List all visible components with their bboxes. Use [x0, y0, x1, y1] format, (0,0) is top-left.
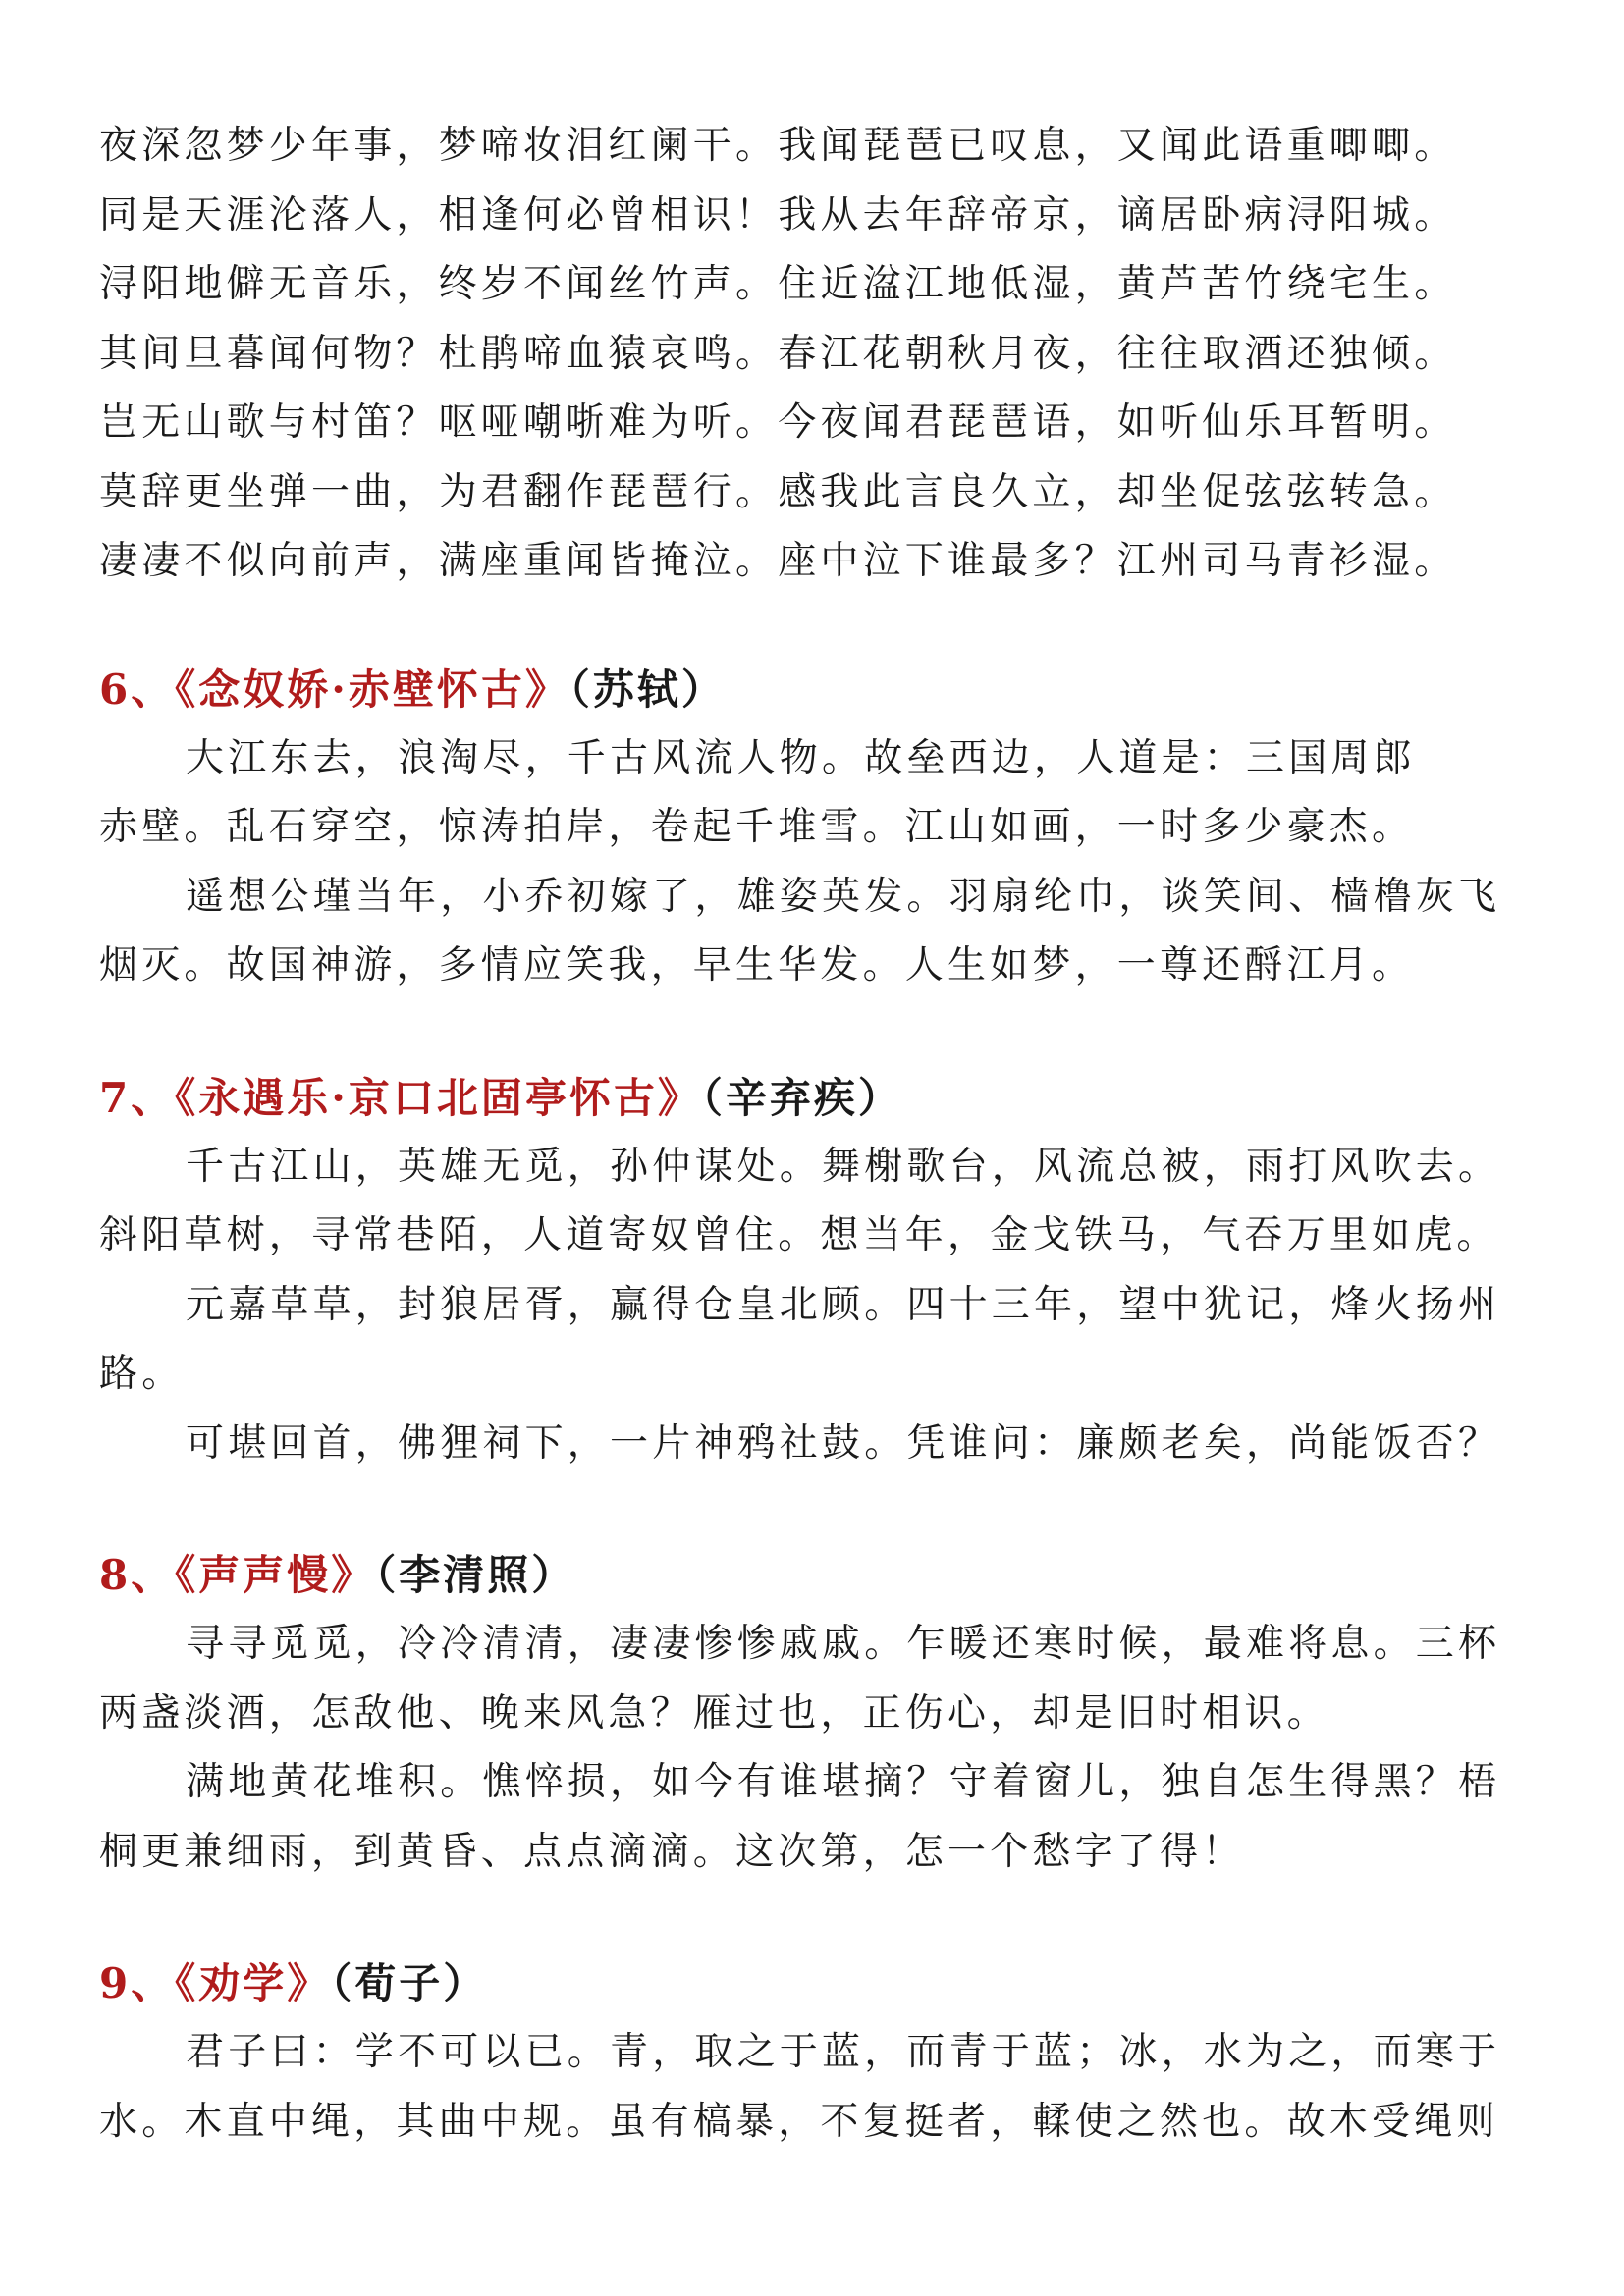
poem-line: 遥想公瑾当年，小乔初嫁了，雄姿英发。羽扇纶巾，谈笑间、樯橹灰飞	[186, 874, 1501, 919]
section-title: 《劝学》	[175, 1959, 332, 2007]
section-title: 《念奴娇·赤壁怀古》	[175, 665, 569, 714]
prose-line: 水。木直中绳，其曲中规。虽有槁暴，不复挺者，輮使之然也。故木受绳则	[99, 2099, 1499, 2144]
poem-line: 桐更兼细雨，到黄昏、点点滴滴。这次第，怎一个愁字了得！	[99, 1829, 1245, 1874]
poem-line: 莫辞更坐弹一曲，为君翻作琵琶行。感我此言良久立，却坐促弦弦转急。	[99, 469, 1457, 514]
poem-line: 寻寻觅觅，冷冷清清，凄凄惨惨戚戚。乍暖还寒时候，最难将息。三杯	[186, 1622, 1501, 1666]
poem-line: 岂无山歌与村笛？呕哑嘲哳难为听。今夜闻君琵琶语，如听仙乐耳暂明。	[99, 400, 1457, 445]
section-number: 8、	[99, 1551, 176, 1599]
section-heading	[99, 1949, 1552, 2018]
poem-line: 路。	[99, 1352, 185, 1396]
section-title: 《声声慢》	[175, 1551, 376, 1599]
section-9	[99, 1949, 1552, 2157]
section-author: （苏轼）	[568, 665, 726, 714]
section-number: 6、	[99, 665, 176, 714]
poem-line: 浔阳地僻无音乐，终岁不闻丝竹声。住近湓江地低湿，黄芦苦竹绕宅生。	[99, 262, 1457, 306]
poem-line: 千古江山，英雄无觅，孙仲谋处。舞榭歌台，风流总被，雨打风吹去。	[186, 1144, 1501, 1189]
pipa-xing-continuation	[99, 112, 1552, 597]
poem-line: 大江东去，浪淘尽，千古风流人物。故垒西边，人道是：三国周郎	[186, 735, 1416, 780]
section-author: （荀子）	[331, 1959, 488, 2007]
section-title: 《永遇乐·京口北固亭怀古》	[175, 1073, 702, 1122]
section-number: 7、	[99, 1073, 176, 1122]
poem-line: 夜深忽梦少年事，梦啼妆泪红阑干。我闻琵琶已叹息，又闻此语重唧唧。	[99, 124, 1457, 168]
section-author: （李清照）	[375, 1551, 576, 1599]
section-heading	[99, 1541, 1552, 1610]
section-6	[99, 656, 1552, 1001]
poem-line: 赤壁。乱石穿空，惊涛拍岸，卷起千堆雪。江山如画，一时多少豪杰。	[99, 805, 1415, 849]
poem-line: 满地黄花堆积。憔悴损，如今有谁堪摘？守着窗儿，独自怎生得黑？梧	[186, 1760, 1501, 1804]
poem-line: 斜阳草树，寻常巷陌，人道寄奴曾住。想当年，金戈铁马，气吞万里如虎。	[99, 1213, 1499, 1257]
prose-line: 君子曰：学不可以已。青，取之于蓝，而青于蓝；冰，水为之，而寒于	[186, 2030, 1501, 2074]
poem-line: 烟灭。故国神游，多情应笑我，早生华发。人生如梦，一尊还酹江月。	[99, 943, 1415, 988]
section-heading	[99, 656, 1552, 724]
poem-line: 元嘉草草，封狼居胥，赢得仓皇北顾。四十三年，望中犹记，烽火扬州	[186, 1282, 1501, 1327]
poem-line: 可堪回首，佛狸祠下，一片神鸦社鼓。凭谁问：廉颇老矣，尚能饭否？	[186, 1420, 1501, 1466]
poem-line: 其间旦暮闻何物？杜鹃啼血猿哀鸣。春江花朝秋月夜，往往取酒还独倾。	[99, 331, 1457, 376]
section-number: 9、	[99, 1959, 176, 2007]
section-author: （辛弃疾）	[701, 1073, 902, 1122]
poem-line: 两盏淡酒，怎敌他、晚来风急？雁过也，正伤心，却是旧时相识。	[99, 1690, 1329, 1735]
section-heading	[99, 1064, 1552, 1133]
poem-line: 同是天涯沦落人，相逢何必曾相识！我从去年辞帝京，谪居卧病浔阳城。	[99, 192, 1457, 238]
poem-line: 凄凄不似向前声，满座重闻皆掩泣。座中泣下谁最多？江州司马青衫湿。	[99, 539, 1457, 583]
section-7	[99, 1064, 1552, 1479]
section-8	[99, 1541, 1552, 1887]
document-page	[99, 112, 1552, 2157]
